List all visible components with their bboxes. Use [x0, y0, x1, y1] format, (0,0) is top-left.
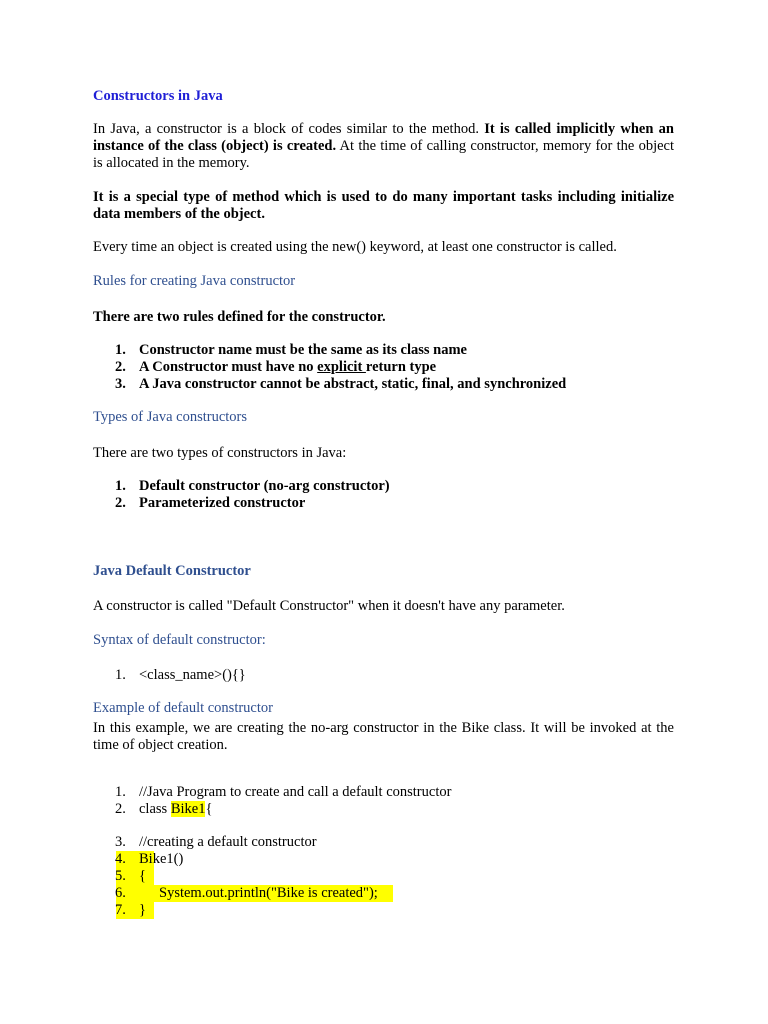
rule2-underlined: explicit	[317, 359, 366, 375]
list-number: 2.	[115, 801, 126, 817]
default-description: A constructor is called "Default Constructor" when it doesn't have any parameter.	[93, 598, 565, 614]
default-heading: Java Default Constructor	[93, 563, 251, 579]
code-brace: {	[205, 801, 213, 817]
rule2-text-b: return type	[365, 359, 437, 375]
list-text	[139, 359, 436, 376]
list-number: 3.	[115, 834, 126, 850]
list-item	[93, 376, 653, 393]
code-line	[93, 851, 653, 868]
example-description: In this example, we are creating the no-arg constructor in the Bike class. It will be invoked at the time of object creation.	[93, 720, 674, 753]
list-text: Constructor name must be the same as its class name	[139, 342, 467, 358]
code-line	[93, 784, 653, 801]
types-heading: Types of Java constructors	[93, 409, 248, 425]
code-class-keyword: class	[139, 801, 171, 817]
syntax-heading: Syntax of default constructor:	[93, 632, 266, 648]
list-item	[93, 359, 653, 376]
rules-heading: Rules for creating Java constructor	[93, 273, 296, 289]
list-number: 5.	[115, 868, 126, 884]
intro-text-3: At the time of calling constructor, memory for the object is allocated in the memory.	[93, 138, 675, 171]
list-number: 4.	[115, 851, 126, 867]
list-number: 7.	[115, 902, 126, 918]
intro-text-1: In Java, a constructor is a block of codes similar to the method.	[93, 121, 485, 137]
list-number: 3.	[115, 376, 126, 392]
special-paragraph: It is a special type of method which is used to do many important tasks including initialize data members of the object.	[93, 189, 674, 222]
intro-text-bold: It is called implicitly when an instance of the class (object) is created.	[93, 121, 674, 154]
types-intro: There are two types of constructors in Java:	[93, 445, 347, 461]
list-number: 1.	[115, 784, 126, 800]
list-text: Default constructor (no-arg constructor)	[139, 478, 390, 494]
code-line	[93, 834, 653, 851]
syntax-code: <class_name>(){}	[139, 667, 246, 683]
list-item	[93, 667, 653, 684]
list-number: 1.	[115, 667, 126, 683]
code-text: //Java Program to create and call a default constructor	[139, 784, 452, 800]
code-text: }	[139, 902, 146, 918]
code-text: {	[139, 868, 146, 884]
code-class-name-highlighted: Bike1	[170, 801, 206, 817]
example-heading: Example of default constructor	[93, 700, 273, 716]
list-number: 2.	[115, 495, 126, 511]
document-title: Constructors in Java	[93, 88, 223, 104]
code-text	[139, 801, 212, 818]
code-line	[93, 801, 653, 818]
rule2-text-a: A Constructor must have no	[139, 359, 318, 375]
code-line	[93, 885, 653, 902]
list-item	[93, 478, 653, 495]
code-text: //creating a default constructor	[139, 834, 317, 850]
list-number: 1.	[115, 342, 126, 358]
intro-paragraph	[93, 121, 674, 172]
list-number: 1.	[115, 478, 126, 494]
list-number: 2.	[115, 359, 126, 375]
code-line	[93, 902, 653, 919]
every-time-paragraph: Every time an object is created using the new() keyword, at least one constructor is called.	[93, 239, 617, 255]
code-text: System.out.println("Bike is created");	[159, 885, 378, 901]
list-text: A Java constructor cannot be abstract, static, final, and synchronized	[139, 376, 567, 392]
list-item	[93, 495, 653, 512]
list-text: Parameterized constructor	[139, 495, 306, 511]
code-text: Bike1()	[139, 851, 184, 867]
rules-intro: There are two rules defined for the constructor.	[93, 309, 386, 325]
code-line	[93, 868, 653, 885]
list-item	[93, 342, 653, 359]
list-number: 6.	[115, 885, 126, 901]
